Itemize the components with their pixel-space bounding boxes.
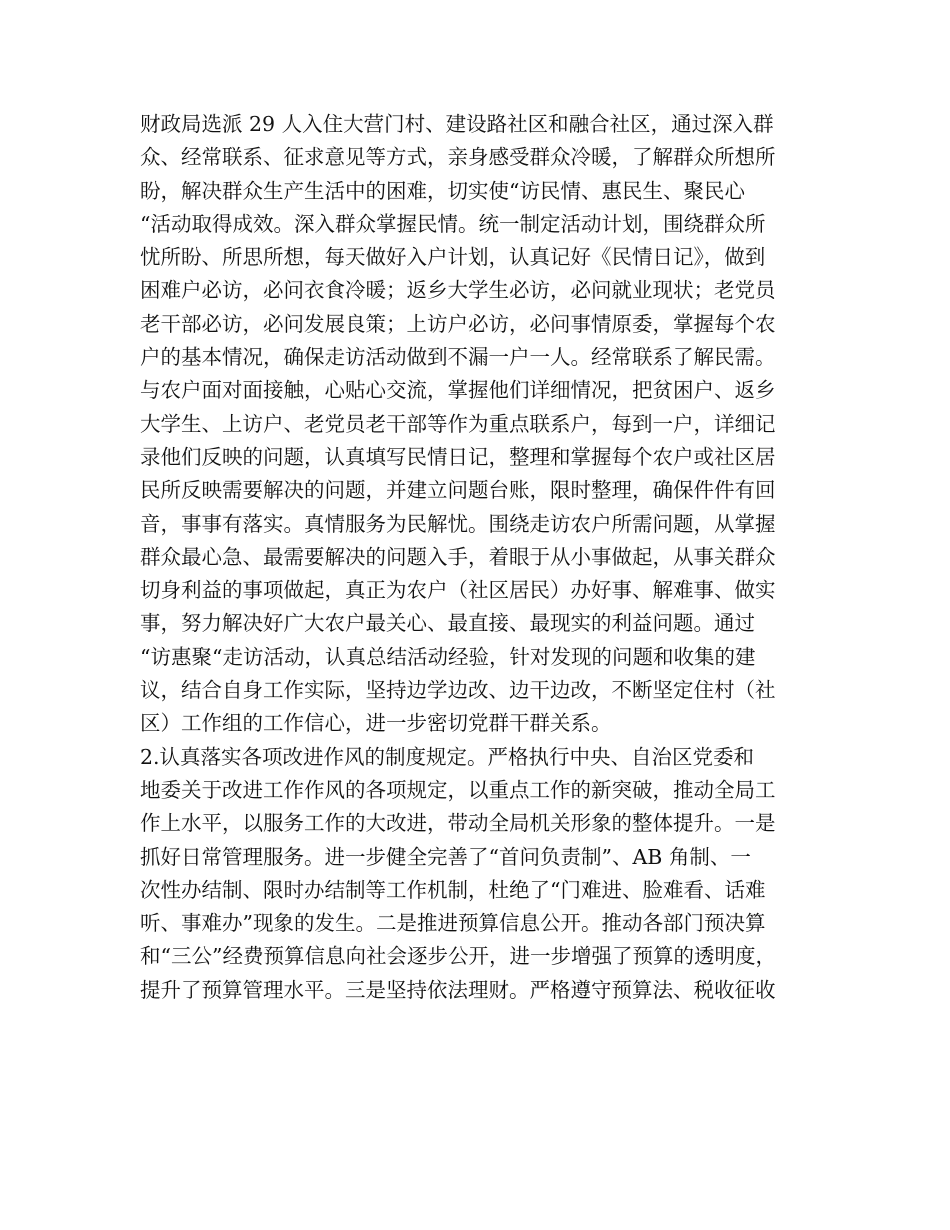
text-line: 盼，解决群众生产生活中的困难，切实使“访民情、惠民生、聚民心 bbox=[140, 178, 745, 203]
text-line: 大学生、上访户、老党员老干部等作为重点联系户，每到一户，详细记 bbox=[140, 411, 776, 436]
text-line: 音，事事有落实。真情服务为民解忧。围绕走访农户所需问题，从掌握 bbox=[140, 511, 776, 536]
text-line: 作上水平，以服务工作的大改进，带动全局机关形象的整体提升。一是 bbox=[140, 811, 776, 836]
text-line: 户的基本情况，确保走访活动做到不漏一户一人。经常联系了解民需。 bbox=[140, 345, 776, 370]
text-line: 群众最心急、最需要解决的问题入手，着眼于从小事做起，从事关群众 bbox=[140, 544, 776, 569]
text-line: 和“三公”经费预算信息向社会逐步公开，进一步增强了预算的透明度， bbox=[140, 944, 776, 969]
text-line: 老干部必访，必问发展良策；上访户必访，必问事情原委，掌握每个农 bbox=[140, 311, 776, 336]
text-line: 提升了预算管理水平。三是坚持依法理财。严格遵守预算法、税收征收 bbox=[140, 977, 776, 1002]
text-line: 2.认真落实各项改进作风的制度规定。严格执行中央、自治区党委和 bbox=[140, 744, 755, 769]
text-line: 抓好日常管理服务。进一步健全完善了“首问负责制”、AB 角制、一 bbox=[140, 844, 751, 869]
text-line: 众、经常联系、征求意见等方式，亲身感受群众冷暖，了解群众所想所 bbox=[140, 145, 776, 170]
text-line: 次性办结制、限时办结制等工作机制，杜绝了“门难进、脸难看、话难 bbox=[140, 877, 766, 902]
text-line: 区）工作组的工作信心，进一步密切党群干群关系。 bbox=[140, 711, 612, 736]
text-line: 事，努力解决好广大农户最关心、最直接、最现实的利益问题。通过 bbox=[140, 611, 755, 636]
text-line: 切身利益的事项做起，真正为农户（社区居民）办好事、解难事、做实 bbox=[140, 578, 776, 603]
text-line: 议，结合自身工作实际，坚持边学边改、边干边改，不断坚定住村（社 bbox=[140, 678, 776, 703]
text-line: 地委关于改进工作作风的各项规定，以重点工作的新突破，推动全局工 bbox=[140, 777, 776, 802]
text-line: 与农户面对面接触，心贴心交流，掌握他们详细情况，把贫困户、返乡 bbox=[140, 378, 776, 403]
text-line: “访惠聚“走访活动，认真总结活动经验，针对发现的问题和收集的建 bbox=[140, 644, 756, 669]
body-text bbox=[140, 108, 820, 1007]
text-line: 听、事难办”现象的发生。二是推进预算信息公开。推动各部门预决算 bbox=[140, 911, 766, 936]
text-line: “活动取得成效。深入群众掌握民情。统一制定活动计划，围绕群众所 bbox=[140, 211, 766, 236]
text-line: 困难户必访，必问衣食冷暖；返乡大学生必访，必问就业现状；老党员 bbox=[140, 278, 776, 303]
text-line: 忧所盼、所思所想，每天做好入户计划，认真记好《民情日记》，做到 bbox=[140, 245, 766, 270]
text-line: 民所反映需要解决的问题，并建立问题台账，限时整理，确保件件有回 bbox=[140, 478, 776, 503]
text-line: 录他们反映的问题，认真填写民情日记，整理和掌握每个农户或社区居 bbox=[140, 444, 776, 469]
text-line: 财政局选派 29 人入住大营门村、建设路社区和融合社区，通过深入群 bbox=[140, 112, 774, 136]
